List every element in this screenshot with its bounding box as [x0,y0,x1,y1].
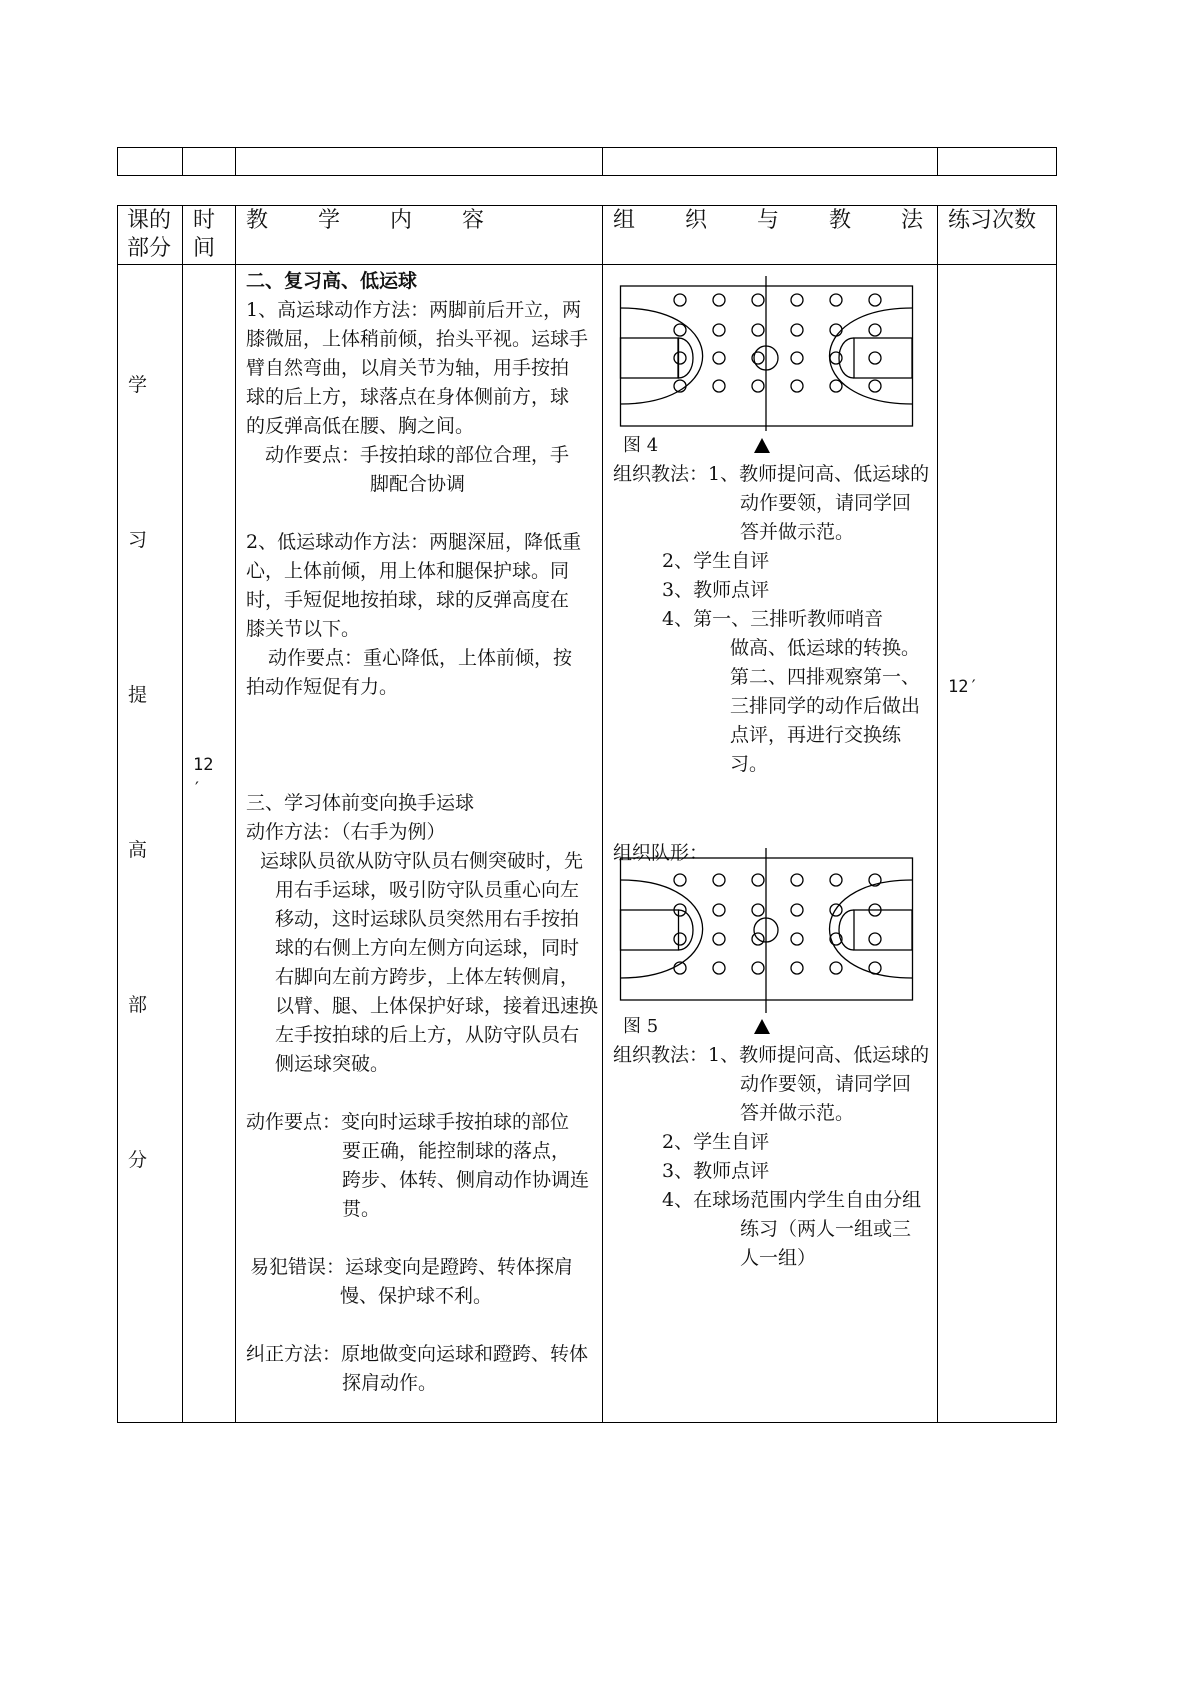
content-key-point: 要正确，能控制球的落点， [342,1140,571,1162]
figure-5-label: 图 5 [623,1016,659,1037]
section-char: 学 [128,374,148,396]
content-title-review: 二、复习高、低运球 [246,270,418,292]
header-part-line1: 课的 [127,208,172,233]
section-char: 提 [128,684,148,706]
content-key-point: 动作要点：重心降低，上体前倾，按 [268,647,573,669]
teacher-triangle-icon [754,438,770,453]
content-line: 时，手短促地按拍球，球的反弹高度在 [246,589,570,611]
org-line: 做高、低运球的转换。 [730,637,921,659]
content-key-point: 脚配合协调 [370,473,466,495]
basketball-court-diagram-fig4 [620,276,915,431]
org-line: 第二、四排观察第一、 [730,666,921,688]
content-common-error: 易犯错误：运球变向是蹬跨、转体探肩 [250,1256,574,1278]
content-key-point: 拍动作短促有力。 [246,676,399,698]
org-line: 动作要领，请同学回 [740,492,912,514]
section-char: 高 [128,839,148,861]
basketball-court-diagram-fig5 [620,848,915,1013]
org-line: 4、在球场范围内学生自由分组 [662,1189,922,1211]
org-line: 点评，再进行交换练 [730,724,902,746]
player-circles [674,874,881,974]
content-line: 左手按拍球的后上方，从防守队员右 [275,1024,580,1046]
content-line: 右脚向左前方跨步，上体左转侧肩， [275,966,580,988]
teacher-triangle-icon [754,1019,770,1034]
content-line: 运球队员欲从防守队员右侧突破时，先 [260,850,584,872]
org-line: 习。 [730,753,769,775]
content-line: 球的右侧上方向左侧方向运球，同时 [275,937,580,959]
org-line: 3、教师点评 [662,1160,770,1182]
content-correction: 探肩动作。 [342,1372,438,1394]
org-line: 组织教法：1、教师提问高、低运球的 [613,1044,930,1066]
content-line: 2、低运球动作方法：两腿深屈，降低重 [246,531,582,553]
formation-label: 组织队形： [613,842,709,864]
org-line: 2、学生自评 [662,1131,770,1153]
org-line: 动作要领，请同学回 [740,1073,912,1095]
figure-4-label: 图 4 [623,435,659,456]
content-key-point: 动作要点：手按拍球的部位合理，手 [265,444,570,466]
content-title-crossover: 三、学习体前变向换手运球 [246,792,475,814]
org-line: 2、学生自评 [662,550,770,572]
content-key-point: 贯。 [342,1198,381,1220]
header-time-line2: 间 [193,236,216,261]
content-line: 臂自然弯曲，以肩关节为轴，用手按拍 [246,357,570,379]
content-line: 心，上体前倾，用上体和腿保护球。同 [246,560,570,582]
content-line: 膝微屈，上体稍前倾，抬头平视。运球手 [246,328,589,350]
org-line: 答并做示范。 [740,521,855,543]
content-line: 移动，这时运球队员突然用右手按拍 [275,908,580,930]
header-organization: 组 织 与 教 法 [613,208,938,233]
time-value-prime: ′ [195,779,199,799]
content-line: 侧运球突破。 [275,1053,390,1075]
org-line: 答并做示范。 [740,1102,855,1124]
content-key-point: 跨步、体转、侧肩动作协调连 [342,1169,590,1191]
org-line: 组织教法：1、教师提问高、低运球的 [613,463,930,485]
org-line: 练习（两人一组或三 [740,1218,912,1240]
content-line: 膝关节以下。 [246,618,361,640]
header-time-line1: 时 [193,208,216,233]
time-value: 12 [193,755,214,775]
content-line: 1、高运球动作方法：两脚前后开立，两 [246,299,582,321]
header-reps: 练习次数 [948,208,1037,233]
org-line: 人一组） [740,1247,817,1269]
header-content: 教 学 内 容 [246,208,499,233]
content-common-error: 慢、保护球不利。 [340,1285,493,1307]
content-line: 的反弹高低在腰、胸之间。 [246,415,475,437]
section-char: 部 [128,994,148,1016]
header-part-line2: 部分 [127,236,172,261]
org-line: 三排同学的动作后做出 [730,695,921,717]
content-key-point: 动作要点：变向时运球手按拍球的部位 [246,1111,570,1133]
content-method: 动作方法：（右手为例） [246,821,446,843]
org-line: 4、第一、三排听教师哨音 [662,608,884,630]
section-char: 习 [128,529,148,551]
org-line: 3、教师点评 [662,579,770,601]
content-line: 球的后上方，球落点在身体侧前方，球 [246,386,570,408]
section-char: 分 [128,1149,148,1171]
content-correction: 纠正方法：原地做变向运球和蹬跨、转体 [246,1343,589,1365]
content-line: 以臂、腿、上体保护好球，接着迅速换 [275,995,599,1017]
content-line: 用右手运球，吸引防守队员重心向左 [275,879,580,901]
reps-value: 12′ [948,677,979,697]
